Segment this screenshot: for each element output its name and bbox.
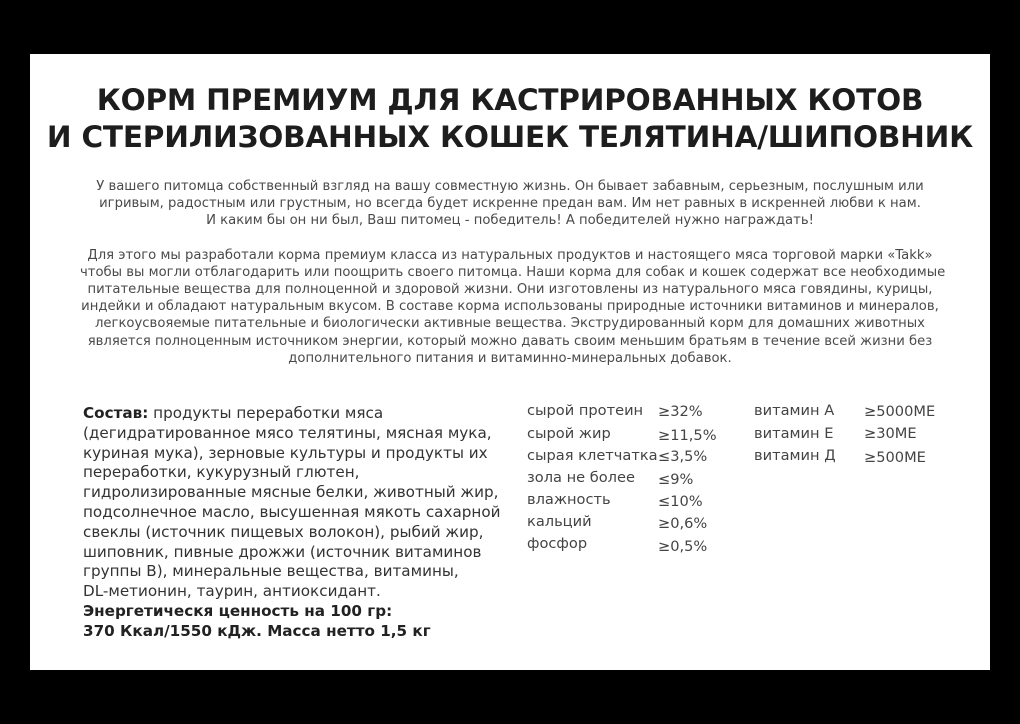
composition-line: (дегидратированное мясо телятины, мясная мука, xyxy=(83,423,492,442)
nutrient-value: ≤9% xyxy=(658,471,694,488)
vitamin-name: витамин Д xyxy=(754,447,836,464)
vitamin-value: ≥5000МЕ xyxy=(864,403,936,420)
product-label-sheet xyxy=(30,54,990,670)
composition-first-line xyxy=(83,404,503,424)
nutrient-name: фосфор xyxy=(527,535,588,552)
energy-value-text: 370 Ккал/1550 кДж. Масса нетто 1,5 кг xyxy=(83,621,431,640)
vitamin-value: ≥500МЕ xyxy=(864,449,926,466)
composition-label: Состав: xyxy=(83,404,149,422)
composition-text: продукты переработки мяса xyxy=(148,404,384,422)
nutrient-value: ≥11,5% xyxy=(658,427,717,444)
title-line-1: КОРМ ПРЕМИУМ ДЛЯ КАСТРИРОВАННЫХ КОТОВ xyxy=(96,83,924,117)
composition-line: шиповник, пивные дрожжи (источник витаминов xyxy=(83,542,482,561)
intro-line: чтобы вы могли отблагодарить или поощрить своего питомца. Наши корма для собак и кошек содержат все необходимые xyxy=(80,264,946,280)
title-line-2: И СТЕРИЛИЗОВАННЫХ КОШЕК ТЕЛЯТИНА/ШИПОВНИК xyxy=(46,120,974,154)
intro-paragraph-2 xyxy=(80,247,946,367)
composition-block xyxy=(83,404,503,642)
nutrient-name: влажность xyxy=(527,491,611,508)
intro-line: И каким бы он ни был, Ваш питомец - победитель! А победителей нужно награждать! xyxy=(206,213,814,229)
vitamin-name: витамин А xyxy=(754,402,835,419)
nutrient-value: ≤10% xyxy=(658,493,703,510)
composition-line: группы В), минеральные вещества, витамины, xyxy=(83,562,459,581)
intro-line: У вашего питомца собственный взгляд на вашу совместную жизнь. Он бывает забавным, серьезным, послушным или xyxy=(96,179,924,194)
intro-line: Для этого мы разработали корма премиум класса из натуральных продуктов и настоящего мяса торговой марки «Takk» xyxy=(87,247,933,263)
nutrient-name: сырой жир xyxy=(527,425,611,442)
vitamin-value: ≥30МЕ xyxy=(864,425,917,442)
intro-line: дополнительного питания и витаминно-минеральных добавок. xyxy=(288,350,732,366)
intro-text xyxy=(80,178,946,367)
energy-value-label: Энергетическя ценность на 100 гр: xyxy=(83,601,393,620)
nutrient-name: сырой протеин xyxy=(527,402,644,419)
composition-line: куриная мука), зерновые культуры и продукты их xyxy=(83,443,488,462)
nutrient-value: ≥0,6% xyxy=(658,515,708,532)
nutrient-value: ≥32% xyxy=(658,403,703,420)
nutrient-name: зола не более xyxy=(527,469,635,486)
composition-line: гидролизированные мясные белки, животный жир, xyxy=(83,483,499,502)
nutrient-name: сырая клетчатка xyxy=(527,447,658,464)
composition-line: переработки, кукурузный глютен, xyxy=(83,463,360,482)
intro-line: индейки и обладают натуральным вкусом. В составе корма использованы природные источники витаминов и минералов, xyxy=(81,299,939,315)
composition-line: DL-метионин, таурин, антиоксидант. xyxy=(83,582,381,601)
page-title xyxy=(30,82,990,156)
intro-line: легкоусвояемые питательные и биологически активные вещества. Экструдированный корм для домашних животных xyxy=(94,316,925,332)
intro-paragraph-1 xyxy=(80,178,940,230)
composition-line: подсолнечное масло, высушенная мякоть сахарной xyxy=(83,502,501,521)
intro-line: питательные вещества для полноценной и здоровой жизни. Они изготовлены из натурального мяса говядины, курицы, xyxy=(87,282,933,298)
nutrient-value: ≤3,5% xyxy=(658,448,708,465)
composition-line: свеклы (источник пищевых волокон), рыбий жир, xyxy=(83,522,484,541)
intro-line: игривым, радостным или грустным, но всегда будет искренне предан вам. Им нет равных в искренней любви к нам. xyxy=(99,196,921,212)
nutrient-value: ≥0,5% xyxy=(658,538,708,555)
vitamin-name: витамин Е xyxy=(754,425,834,442)
intro-line: является полноценным источником энергии, который можно давать своим меньшим братьям в течение всей жизни без xyxy=(87,333,933,349)
nutrient-name: кальций xyxy=(527,513,592,530)
